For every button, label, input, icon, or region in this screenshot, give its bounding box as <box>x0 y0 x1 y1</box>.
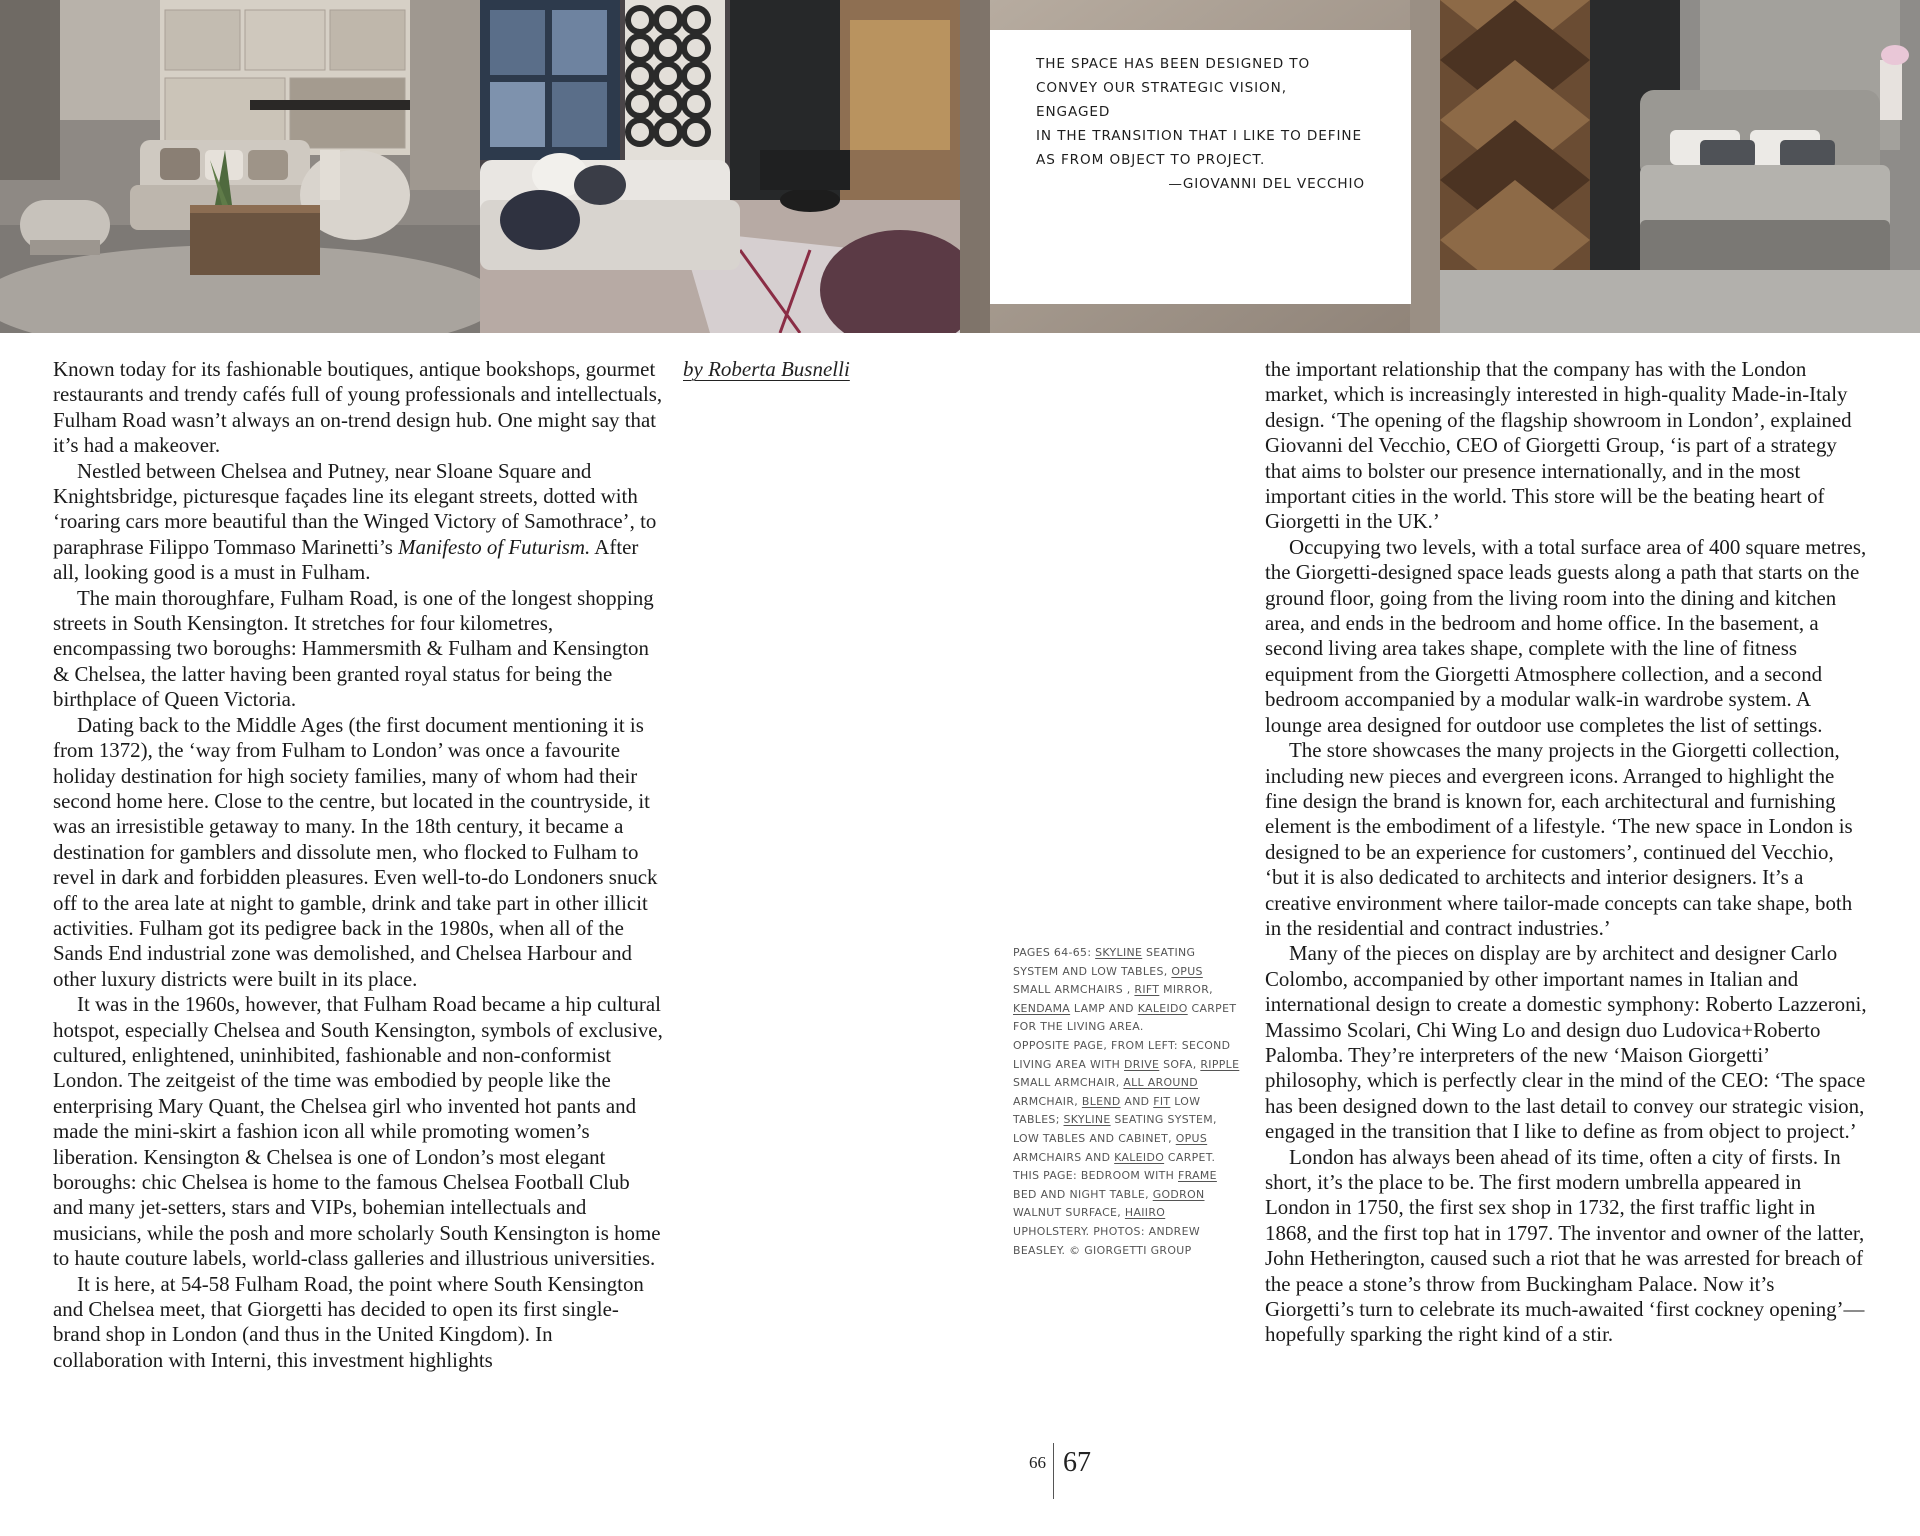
article-left-column <box>53 357 665 1373</box>
article-right-column <box>1265 357 1867 1348</box>
caption-text: CARPET. <box>1164 1150 1216 1164</box>
paragraph: It was in the 1960s, however, that Fulham Road became a hip cultural hotspot, especially Chelsea and South Kensington, symbols of exclusive, cultured, enlightened, uninhibited, fashionable and non-conformist London. The zeitgeist of the time was embodied by people like the enterprising Mary Quant, the Chelsea girl who invented hot pants and made the mini-skirt a fashion icon all while promoting women’s liberation. Kensington & Chelsea is one of London’s most elegant boroughs: chic Chelsea is home to the famous Chelsea Football Club and many jet-setters, stars and VIPs, bohemian intellectuals and musicians, while the posh and more scholarly South Kensington is home to haute couture labels, world-class galleries and illustrious universities. <box>53 992 663 1271</box>
caption-sentence <box>1013 1167 1243 1260</box>
caption-product-link[interactable]: KALEIDO <box>1137 1001 1188 1015</box>
paragraph-text: Nestled between Chelsea and Putney, near Sloane Square and Knightsbridge, picturesque façades line its elegant streets, dotted with ‘roaring cars more beautiful than the Winged Victory of Samothrace’, to paraphrase Filippo Tommaso Marinetti’s <box>53 458 657 559</box>
pull-quote-line: CONVEY OUR STRATEGIC VISION, ENGAGED <box>1036 80 1287 120</box>
paragraph-italic: Manifesto of Futurism. <box>398 534 591 559</box>
caption-text: MIRROR, <box>1159 983 1213 997</box>
caption-text: CARPET FOR THE LIVING AREA. <box>1013 1001 1237 1034</box>
paragraph: The main thoroughfare, Fulham Road, is one of the longest shopping streets in South Kensington. It stretches for four kilometres, encompassing two boroughs: Hammersmith & Fulham and Kensington & Chelsea, the latter having been granted royal status for being the birthplace of Queen Victoria. <box>53 585 654 712</box>
caption-text: AND <box>1120 1094 1154 1108</box>
caption-product-link[interactable]: OPUS <box>1171 964 1203 978</box>
caption-text: PAGES 64-65: <box>1013 946 1096 959</box>
caption-product-link[interactable]: BLEND <box>1081 1094 1121 1108</box>
caption-product-link[interactable]: RIPPLE <box>1200 1057 1240 1071</box>
caption-text: OPPOSITE PAGE, FROM LEFT: SECOND LIVING AREA WITH <box>1013 1038 1231 1071</box>
caption-product-link[interactable]: HAIIRO <box>1124 1206 1166 1220</box>
paragraph: London has always been ahead of its time, often a city of firsts. In short, it’s the place to be. The first modern umbrella appeared in London in 1750, the first sex shop in 1732, the first traffic light in 1868, and the first top hat in 1797. The inventor and owner of the latter, John Hetherington, caused such a riot that he was arrested for breach of the peace a stone’s throw from Buckingham Palace. Now it’s Giorgetti’s turn to celebrate its much-awaited ‘first cockney opening’—hopefully sparking the right kind of a stir. <box>1265 1144 1865 1347</box>
caption-sentence <box>1013 1037 1243 1167</box>
caption-product-link[interactable]: ALL AROUND <box>1123 1076 1198 1090</box>
byline: by Roberta Busnelli <box>683 357 850 381</box>
photo-living-room <box>0 0 480 333</box>
caption-text: ARMCHAIRS AND <box>1013 1150 1115 1164</box>
pull-quote-attribution: —GIOVANNI DEL VECCHIO <box>1168 176 1365 192</box>
caption-text: UPHOLSTERY. PHOTOS: ANDREW BEASLEY. © GIORGETTI GROUP <box>1013 1224 1200 1257</box>
caption-product-link[interactable]: RIFT <box>1134 983 1160 997</box>
paragraph: The store showcases the many projects in the Giorgetti collection, including new pieces and evergreen icons. Arranged to highlight the fine design the brand is known for, each architectural and furnishing element is the embodiment of a lifestyle. ‘The new space in London is designed to be an experience for customers’, continued del Vecchio, ‘but it is also dedicated to architects and interior designers. It’s a creative environment where tailor-made concepts can take shape, both in the residential and contract industries.’ <box>1265 738 1853 940</box>
folio-divider <box>1053 1443 1054 1499</box>
paragraph: Dating back to the Middle Ages (the first document mentioning it is from 1372), the ‘way from Fulham to London’ was once a favourite holiday destination for high society families, many of whom had their second home here. Close to the centre, but located in the countryside, it was an irresistible getaway to many. In the 18th century, it became a destination for gamblers and dissolute men, who flocked to Fulham to revel in dark and forbidden pleasures. Even well-to-do Londoners snuck off to the area late at night to gamble, drink and take part in other illicit activities. Fulham got its pedigree back in the 1980s, when all of the Sands End industrial zone was demolished, and Chelsea Harbour and other luxury districts were built in its place. <box>53 712 658 991</box>
caption-text: SMALL ARMCHAIRS , <box>1013 983 1135 997</box>
paragraph: Many of the pieces on display are by architect and designer Carlo Colombo, accompanied by other important names in Italian and international design to create a domestic symphony: Roberto Lazzeroni, Massimo Scolari, Chi Wing Lo and design duo Ludovica+Roberto Palomba. They’re interpreters of the new ‘Maison Giorgetti’ philosophy, which is perfectly clear in the mind of the CEO: ‘The space has been designed down to the last detail to convey our strategic vision, engaged in the transition that I like to define as from object to project.’ <box>1265 941 1867 1144</box>
caption-text: LAMP AND <box>1070 1001 1138 1015</box>
caption-product-link[interactable]: GODRON <box>1152 1187 1205 1201</box>
photo-strip <box>0 0 1920 333</box>
paragraph-text: After all, looking good is a must in Fulham. <box>53 534 639 585</box>
caption-text: WALNUT SURFACE, <box>1013 1206 1125 1220</box>
photo-bedroom <box>1440 0 1920 333</box>
caption-product-link[interactable]: KENDAMA <box>1013 1001 1071 1015</box>
caption-product-link[interactable]: OPUS <box>1175 1131 1208 1145</box>
caption-text: SOFA, <box>1159 1057 1201 1071</box>
pull-quote-line: IN THE TRANSITION THAT I LIKE TO DEFINE <box>1036 128 1362 144</box>
caption-text: SEATING SYSTEM AND LOW TABLES, <box>1013 946 1196 978</box>
caption-product-link[interactable]: SKYLINE <box>1063 1113 1111 1127</box>
paragraph: Known today for its fashionable boutiques, antique bookshops, gourmet restaurants and trendy cafés full of young professionals and intellectuals, Fulham Road wasn’t always an on-trend design hub. One might say that it’s had a makeover. <box>53 357 663 458</box>
caption-text: BED AND NIGHT TABLE, <box>1013 1187 1153 1201</box>
caption-text: SEATING SYSTEM, LOW TABLES AND CABINET, <box>1013 1113 1217 1145</box>
page-number-right: 67 <box>1063 1447 1091 1478</box>
caption-product-link[interactable]: SKYLINE <box>1095 946 1143 959</box>
photo-second-living-area <box>480 0 960 333</box>
caption-text: LOW TABLES; <box>1013 1094 1201 1127</box>
caption-sentence <box>1013 944 1243 1037</box>
paragraph: the important relationship that the company has with the London market, which is increasingly interested in high-quality Made-in-Italy design. ‘The opening of the flagship showroom in London’, explained Giovanni del Vecchio, CEO of Giorgetti Group, ‘is part of a strategy that aims to bolster our presence internationally, and in the most important cities in the world. This store will be the beating heart of Giorgetti in the UK.’ <box>1265 357 1852 534</box>
paragraph <box>53 459 665 586</box>
paragraph: Occupying two levels, with a total surface area of 400 square metres, the Giorgetti-designed space leads guests along a path that starts on the ground floor, going from the living room into the dining and kitchen area, and ends in the bedroom and home office. In the basement, a second living area takes shape, complete with the line of fitness equipment from the Giorgetti Atmosphere collection, and a second bedroom accompanied by a modular walk-in wardrobe system. A lounge area designed for outdoor use completes the list of settings. <box>1265 534 1867 737</box>
pull-quote-line: THE SPACE HAS BEEN DESIGNED TO <box>1036 56 1311 72</box>
pull-quote-card <box>990 30 1411 304</box>
caption-product-link[interactable]: FIT <box>1153 1094 1171 1108</box>
pull-quote-line: AS FROM OBJECT TO PROJECT. <box>1036 152 1266 168</box>
caption-product-link[interactable]: KALEIDO <box>1114 1150 1165 1164</box>
caption-text: SMALL ARMCHAIR, <box>1013 1076 1124 1090</box>
caption-product-link[interactable]: FRAME <box>1178 1169 1217 1183</box>
paragraph: It is here, at 54-58 Fulham Road, the point where South Kensington and Chelsea meet, that Giorgetti has decided to open its first single-brand shop in London (and thus in the United Kingdom). In collaboration with Interni, this investment highlights <box>53 1271 644 1372</box>
photo-caption <box>1013 944 1243 1260</box>
caption-text: ARMCHAIR, <box>1013 1094 1082 1108</box>
caption-text: THIS PAGE: BEDROOM WITH <box>1013 1169 1178 1183</box>
caption-product-link[interactable]: DRIVE <box>1124 1057 1160 1071</box>
page-number-left: 66 <box>1029 1453 1046 1472</box>
